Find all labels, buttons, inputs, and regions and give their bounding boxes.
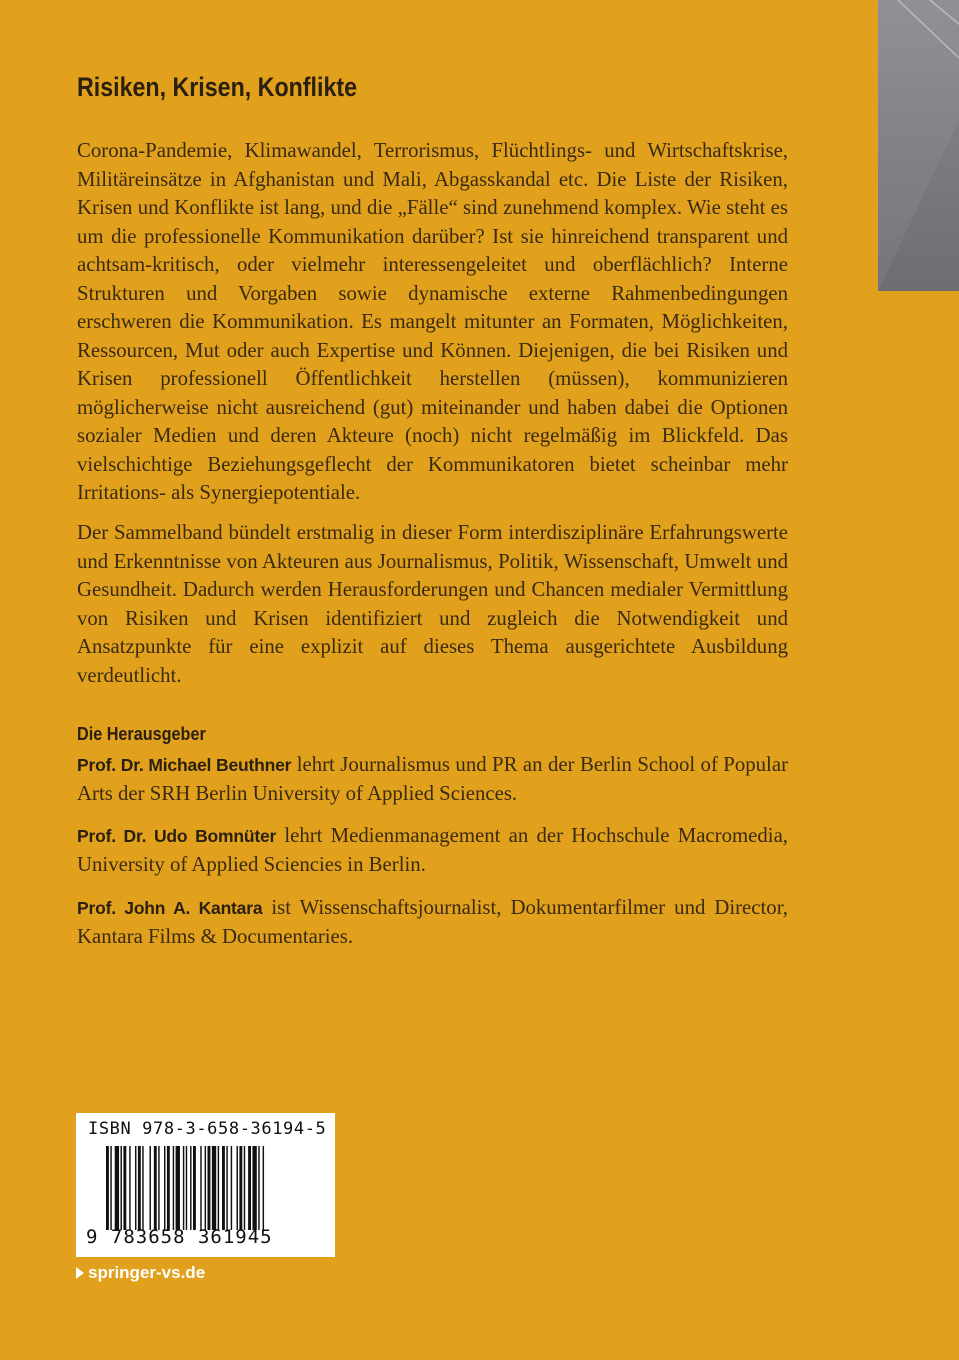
editor-name-1: Prof. Dr. Michael Beuthner (77, 755, 292, 775)
barcode-bar (208, 1146, 211, 1230)
barcode-bar (190, 1146, 191, 1230)
barcode-bar (176, 1146, 180, 1230)
barcode-bar (205, 1146, 206, 1230)
corner-lines-graphic (878, 0, 959, 291)
barcode-bar (173, 1146, 174, 1230)
editor-name-3: Prof. John A. Kantara (77, 898, 263, 918)
publisher-link[interactable] (76, 1263, 205, 1283)
barcode-digits: 9 783658 361945 (86, 1226, 273, 1248)
barcode-bar (193, 1146, 196, 1230)
isbn-label: ISBN 978-3-658-36194-5 (88, 1119, 327, 1139)
barcode-bar (258, 1146, 259, 1230)
editor-text-3: ist Wissenschaftsjournalist, Dokumentarfilmer und Director, Kantara Films & Documentaries. (77, 896, 788, 948)
editor-bio-2 (77, 822, 788, 879)
barcode-bar (252, 1146, 256, 1230)
barcode-bar (115, 1146, 119, 1230)
barcode-bar (237, 1146, 238, 1230)
barcode-bar (226, 1146, 227, 1230)
editor-bio-1 (77, 751, 788, 808)
barcode-bar (142, 1146, 143, 1230)
barcode-bar (154, 1146, 157, 1230)
barcode-bar (200, 1146, 201, 1230)
barcode-bar (186, 1146, 187, 1230)
barcode-bar (212, 1146, 216, 1230)
barcode-bar (218, 1146, 219, 1230)
barcode-bar (167, 1146, 170, 1230)
barcode-bars (106, 1146, 304, 1230)
barcode-bar (263, 1146, 264, 1230)
corner-graphic (878, 0, 959, 291)
barcode-bar (183, 1146, 184, 1230)
editor-name-2: Prof. Dr. Udo Bomnüter (77, 826, 277, 846)
book-title: Risiken, Krisen, Konflikte (77, 72, 358, 102)
description-paragraph-1: Corona-Pandemie, Klimawandel, Terrorismus, Flüchtlings- und Wirtschaftskrise, Militäreinsätze in Afghanistan und Mali, Abgasskandal etc. Die Liste der Risiken, Krisen und Konflikte ist lang, und die „Fälle“ sind zunehmend komplex. Wie steht es um die professionelle Kommunikation darüber? Ist sie hinreichend transparent und achtsam-kritisch, oder vielmehr interessengeleitet und oberflächlich? Interne Strukturen und Vorgaben sowie dynamische externe Rahmenbedingungen erschweren die Kommunikation. Es mangelt mitunter an Formaten, Möglichkeiten, Ressourcen, Mut oder auch Expertise und Können. Diejenigen, die bei Risiken und Krisen professionell Öffentlichkeit herstellen (müssen), kommunizieren möglicherweise nicht ausreichend (gut) miteinander und haben dabei die Optionen sozialer Medien und deren Akteure (noch) nicht regelmäßig im Blickfeld. Das vielschichtige Beziehungsgeflecht der Kommunikatoren bietet scheinbar mehr Irritations- als Synergiepotentiale. (77, 139, 788, 504)
barcode-bar (231, 1146, 232, 1230)
barcode-bar (150, 1146, 151, 1230)
isbn-barcode (76, 1113, 335, 1257)
barcode-bar (158, 1146, 159, 1230)
description-paragraph-2: Der Sammelband bündelt erstmalig in dieser Form interdisziplinäre Erfahrungswerte und Erkenntnisse von Akteuren aus Journalismus, Politik, Wissenschaft, Umwelt und Gesundheit. Dadurch werden Herausforderungen und Chancen medialer Vermittlung von Risiken und Krisen identifiziert und zugleich die Notwendigkeit und Ansatzpunkte für eine explizit auf dieses Thema ausgerichtete Ausbildung verdeutlicht. (77, 521, 788, 687)
editor-bio-3 (77, 894, 788, 951)
publisher-link-label: springer-vs.de (88, 1263, 206, 1282)
barcode-bar (106, 1146, 109, 1230)
editor-text-1: lehrt Journalismus und PR an der Berlin School of Popular Arts der SRH Berlin University of Applied Sciences. (77, 753, 788, 805)
barcode-bar (239, 1146, 242, 1230)
barcode-bar (129, 1146, 130, 1230)
editor-text-2: lehrt Medienmanagement an der Hochschule Macromedia, University of Applied Sciencies in Berlin. (77, 824, 788, 876)
barcode-bar (121, 1146, 122, 1230)
barcode-bar (123, 1146, 126, 1230)
barcode-bar (248, 1146, 251, 1230)
barcode-bar (110, 1146, 111, 1230)
barcode-bar (135, 1146, 136, 1230)
barcode-bar (244, 1146, 245, 1230)
barcode-bar (138, 1146, 141, 1230)
barcode-bar (164, 1146, 165, 1230)
play-arrow-icon (76, 1267, 84, 1279)
barcode-bar (222, 1146, 225, 1230)
editors-heading: Die Herausgeber (77, 724, 206, 744)
